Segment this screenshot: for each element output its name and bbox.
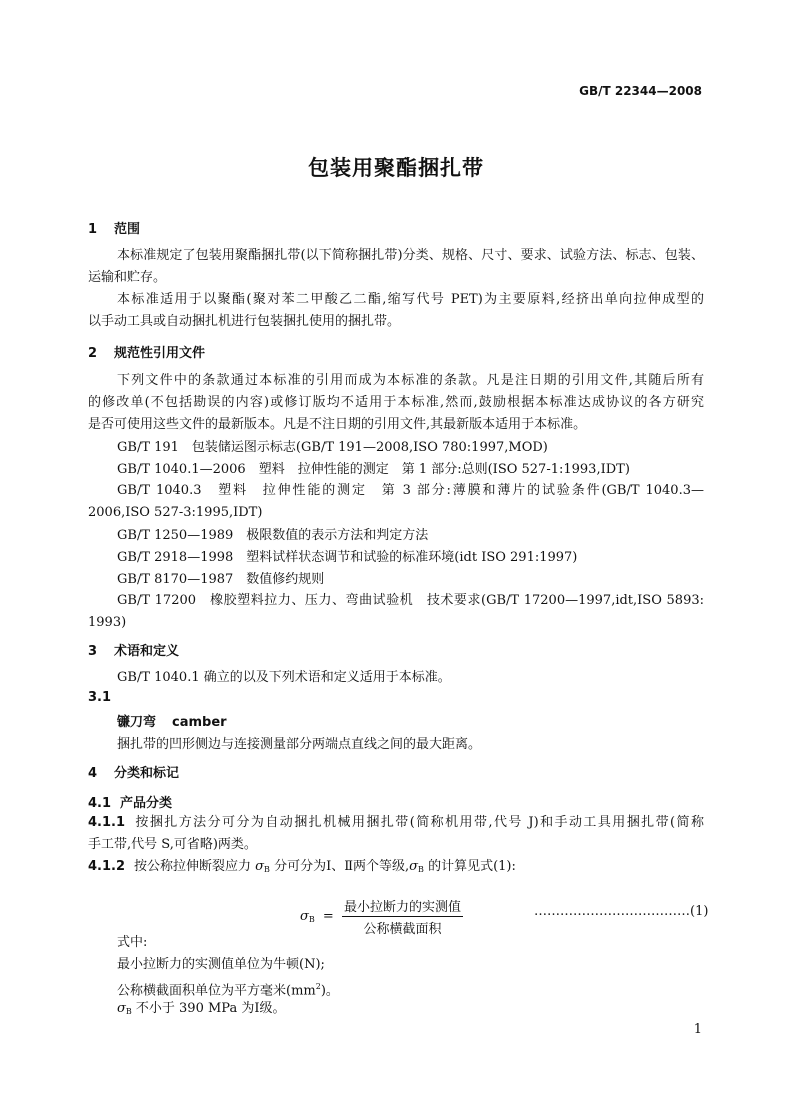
text-line: 下列文件中的条款通过本标准的引用而成为本标准的条款。凡是注日期的引用文件,其随后所有 xyxy=(117,373,704,388)
reference-item: GB/T 191 包装储运图示标志(GB/T 191—2008,ISO 780:1997,MOD) xyxy=(117,440,548,455)
reference-item: GB/T 17200 橡胶塑料拉力、压力、弯曲试验机 技术要求(GB/T 17200—1997,idt,ISO 5893: xyxy=(117,593,704,608)
where-text: )。 xyxy=(320,983,339,999)
sigma-symbol: σ xyxy=(300,909,309,924)
subsection-4-1-heading xyxy=(88,792,172,811)
equation-number: (1) xyxy=(690,904,709,919)
where-line: 最小拉断力的实测值单位为牛顿(N); xyxy=(117,957,325,972)
equals-sign: = xyxy=(322,909,334,924)
where-text: 不小于 390 MPa 为Ⅰ级。 xyxy=(135,1001,286,1016)
sigma-subscript: B xyxy=(125,1007,132,1016)
reference-item: GB/T 1040.1—2006 塑料 拉伸性能的测定 第 1 部分:总则(ISO 527-1:1993,IDT) xyxy=(117,462,630,477)
reference-item: GB/T 2918—1998 塑料试样状态调节和试验的标准环境(idt ISO 291:1997) xyxy=(117,550,578,565)
reference-item: GB/T 8170—1987 数值修约规则 xyxy=(117,572,325,587)
sigma-subscript: B xyxy=(418,865,424,874)
clause-text: 分可分为Ⅰ、Ⅱ两个等级, xyxy=(274,859,410,874)
term-entry xyxy=(88,712,704,734)
section-number: 2 xyxy=(88,346,98,361)
clause-4-1-2 xyxy=(88,856,704,881)
sigma-symbol: σ xyxy=(255,859,265,874)
section-title: 范围 xyxy=(114,222,141,237)
clause-number: 4.1.2 xyxy=(88,859,126,874)
section-number: 3 xyxy=(88,644,98,659)
clause-4-1-1 xyxy=(88,812,704,834)
denominator: 公称横截面积 xyxy=(363,922,442,937)
sigma-subscript: B xyxy=(264,865,270,874)
term-definition: 捆扎带的凹形侧边与连接测量部分两端点直线之间的最大距离。 xyxy=(117,737,482,752)
text-line: 是否可使用这些文件的最新版本。凡是不注日期的引用文件,其最新版本适用于本标准。 xyxy=(88,417,587,432)
section-3-heading xyxy=(88,640,179,659)
subsection-number: 4.1 xyxy=(88,796,112,811)
text-line: GB/T 1040.1 确立的以及下列术语和定义适用于本标准。 xyxy=(117,670,451,685)
text-line: 本标准适用于以聚酯(聚对苯二甲酸乙二酯,缩写代号 PET)为主要原料,经挤出单向拉伸成型的 xyxy=(117,292,704,307)
text-line: 的修改单(不包括勘误的内容)或修订版均不适用于本标准,然而,鼓励根据本标准达成协议的各方研究 xyxy=(88,395,704,410)
reference-item-cont: 1993) xyxy=(88,615,127,630)
numerator: 最小拉断力的实测值 xyxy=(342,896,463,917)
text-line: 手工带,代号 S,可省略)两类。 xyxy=(88,837,257,852)
term-zh: 镰刀弯 xyxy=(117,715,157,730)
subsection-title: 产品分类 xyxy=(120,796,173,811)
clause-number: 4.1.1 xyxy=(88,815,126,830)
sigma-subscript: B xyxy=(308,915,315,924)
section-title: 规范性引用文件 xyxy=(114,346,206,361)
clause-text: 按捆扎方法分可分为自动捆扎机械用捆扎带(简称机用带,代号 J)和手动工具用捆扎带(简称 xyxy=(134,815,704,830)
section-4-heading xyxy=(88,762,179,781)
where-line xyxy=(88,998,704,1023)
where-heading: 式中: xyxy=(117,935,148,950)
text-line: 运输和贮存。 xyxy=(88,270,167,285)
section-title: 分类和标记 xyxy=(114,766,180,781)
section-number: 4 xyxy=(88,766,98,781)
reference-item: GB/T 1250—1989 极限数值的表示方法和判定方法 xyxy=(117,528,429,543)
formula-1 xyxy=(300,896,463,937)
page-title: 包装用聚酯捆扎带 xyxy=(308,156,484,180)
text-line: 以手动工具或自动捆扎机进行包装捆扎使用的捆扎带。 xyxy=(88,314,401,329)
reference-item-cont: 2006,ISO 527-3:1995,IDT) xyxy=(88,505,263,520)
clause-text: 按公称拉伸断裂应力 xyxy=(134,859,252,874)
clause-text: 的计算见式(1): xyxy=(428,859,516,874)
superscript: 2 xyxy=(315,982,321,991)
text-line: 本标准规定了包装用聚酯捆扎带(以下简称捆扎带)分类、规格、尺寸、要求、试验方法、标志、包装、 xyxy=(117,248,704,263)
term-number: 3.1 xyxy=(88,690,112,705)
section-2-heading xyxy=(88,342,205,361)
sigma-symbol: σ xyxy=(117,1001,126,1016)
page-number: 1 xyxy=(693,1022,702,1037)
section-number: 1 xyxy=(88,222,98,237)
section-1-heading xyxy=(88,218,140,237)
standard-number: GB/T 22344—2008 xyxy=(579,84,702,98)
reference-item: GB/T 1040.3 塑料 拉伸性能的测定 第 3 部分:薄膜和薄片的试验条件(GB/T 1040.3— xyxy=(117,483,704,498)
sigma-symbol: σ xyxy=(409,859,419,874)
formula-reference xyxy=(534,904,708,919)
where-text: 公称横截面积单位为平方毫米(mm xyxy=(117,983,316,999)
fraction xyxy=(342,896,463,937)
section-title: 术语和定义 xyxy=(114,644,180,659)
term-en: camber xyxy=(172,715,227,730)
leader-dots: ……………………………… xyxy=(534,904,690,919)
